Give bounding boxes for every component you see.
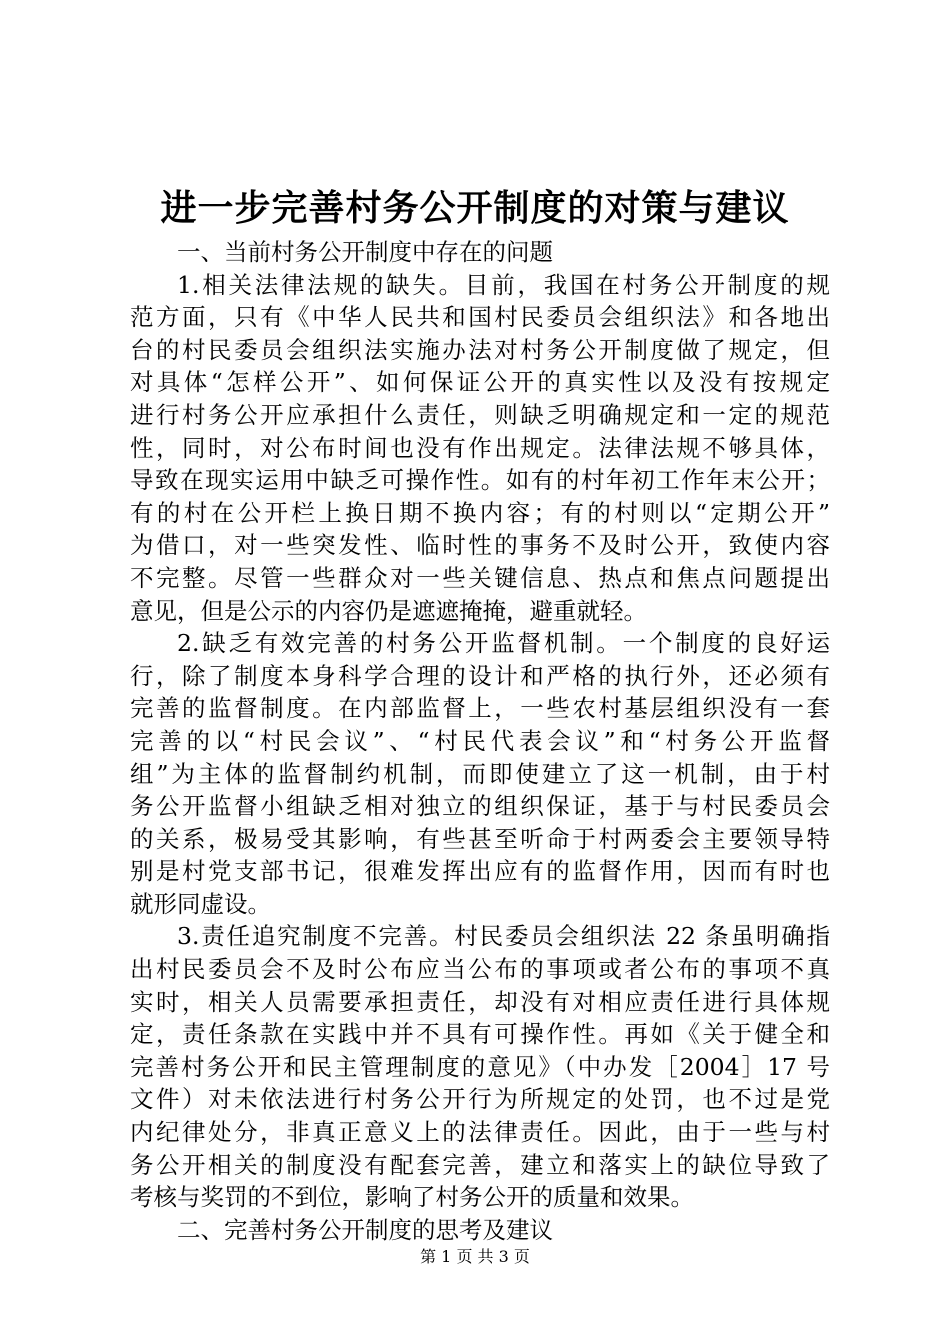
body-line: 一、当前村务公开制度中存在的问题 (177, 238, 553, 266)
body-line: 务公开相关的制度没有配套完善，建立和落实上的缺位导致了 (130, 1150, 830, 1179)
body-line: 完善村务公开和民主管理制度的意见》（中办发［2004］17 号 (130, 1052, 830, 1081)
body-line: 有的村在公开栏上换日期不换内容；有的村则以“定期公开” (130, 498, 830, 527)
body-line: 意见，但是公示的内容仍是遮遮掩掩，避重就轻。 (130, 596, 647, 625)
body-line: 对具体“怎样公开”、如何保证公开的真实性以及没有按规定 (130, 368, 830, 397)
body-line: 台的村民委员会组织法实施办法对村务公开制度做了规定，但 (130, 335, 830, 364)
body-line: 的关系，极易受其影响，有些甚至听命于村两委会主要领导特 (130, 824, 830, 853)
body-line: 务公开监督小组缺乏相对独立的组织保证，基于与村民委员会 (130, 792, 830, 821)
body-line: 文件）对未依法进行村务公开行为所规定的处罚，也不过是党 (130, 1085, 830, 1114)
body-line: 2.缺乏有效完善的村务公开监督机制。一个制度的良好运 (177, 629, 830, 658)
document-title: 进一步完善村务公开制度的对策与建议 (160, 188, 790, 229)
body-line: 范方面，只有《中华人民共和国村民委员会组织法》和各地出 (130, 303, 830, 332)
body-line: 不完整。尽管一些群众对一些关键信息、热点和焦点问题提出 (130, 563, 830, 592)
body-line: 完善的以“村民会议”、“村民代表会议”和“村务公开监督 (130, 726, 830, 755)
body-line: 导致在现实运用中缺乏可操作性。如有的村年初工作年末公开； (130, 466, 830, 495)
body-line: 考核与奖罚的不到位，影响了村务公开的质量和效果。 (130, 1183, 694, 1212)
body-line: 定，责任条款在实践中并不具有可操作性。再如《关于健全和 (130, 1020, 830, 1049)
body-line: 行，除了制度本身科学合理的设计和严格的执行外，还必须有 (130, 661, 830, 690)
body-line: 1.相关法律法规的缺失。目前，我国在村务公开制度的规 (177, 270, 830, 299)
body-line: 二、完善村务公开制度的思考及建议 (177, 1215, 553, 1244)
body-line: 性，同时，对公布时间也没有作出规定。法律法规不够具体， (130, 433, 830, 462)
body-line: 3.责任追究制度不完善。村民委员会组织法 22 条虽明确指 (177, 922, 830, 951)
body-line: 为借口，对一些突发性、临时性的事务不及时公开，致使内容 (130, 531, 830, 560)
body-line: 内纪律处分，非真正意义上的法律责任。因此，由于一些与村 (130, 1118, 830, 1147)
body-line: 进行村务公开应承担什么责任，则缺乏明确规定和一定的规范 (130, 400, 830, 429)
body-line: 组”为主体的监督制约机制，而即使建立了这一机制，由于村 (130, 759, 830, 788)
page-footer: 第 1 页 共 3 页 (420, 1247, 530, 1266)
document-body (130, 236, 830, 1246)
body-line: 别是村党支部书记，很难发挥出应有的监督作用，因而有时也 (130, 857, 830, 886)
body-line: 完善的监督制度。在内部监督上，一些农村基层组织没有一套 (130, 694, 830, 723)
body-line: 实时，相关人员需要承担责任，却没有对相应责任进行具体规 (130, 987, 830, 1016)
body-line: 出村民委员会不及时公布应当公布的事项或者公布的事项不真 (130, 955, 830, 984)
body-line: 就形同虚设。 (130, 889, 271, 918)
